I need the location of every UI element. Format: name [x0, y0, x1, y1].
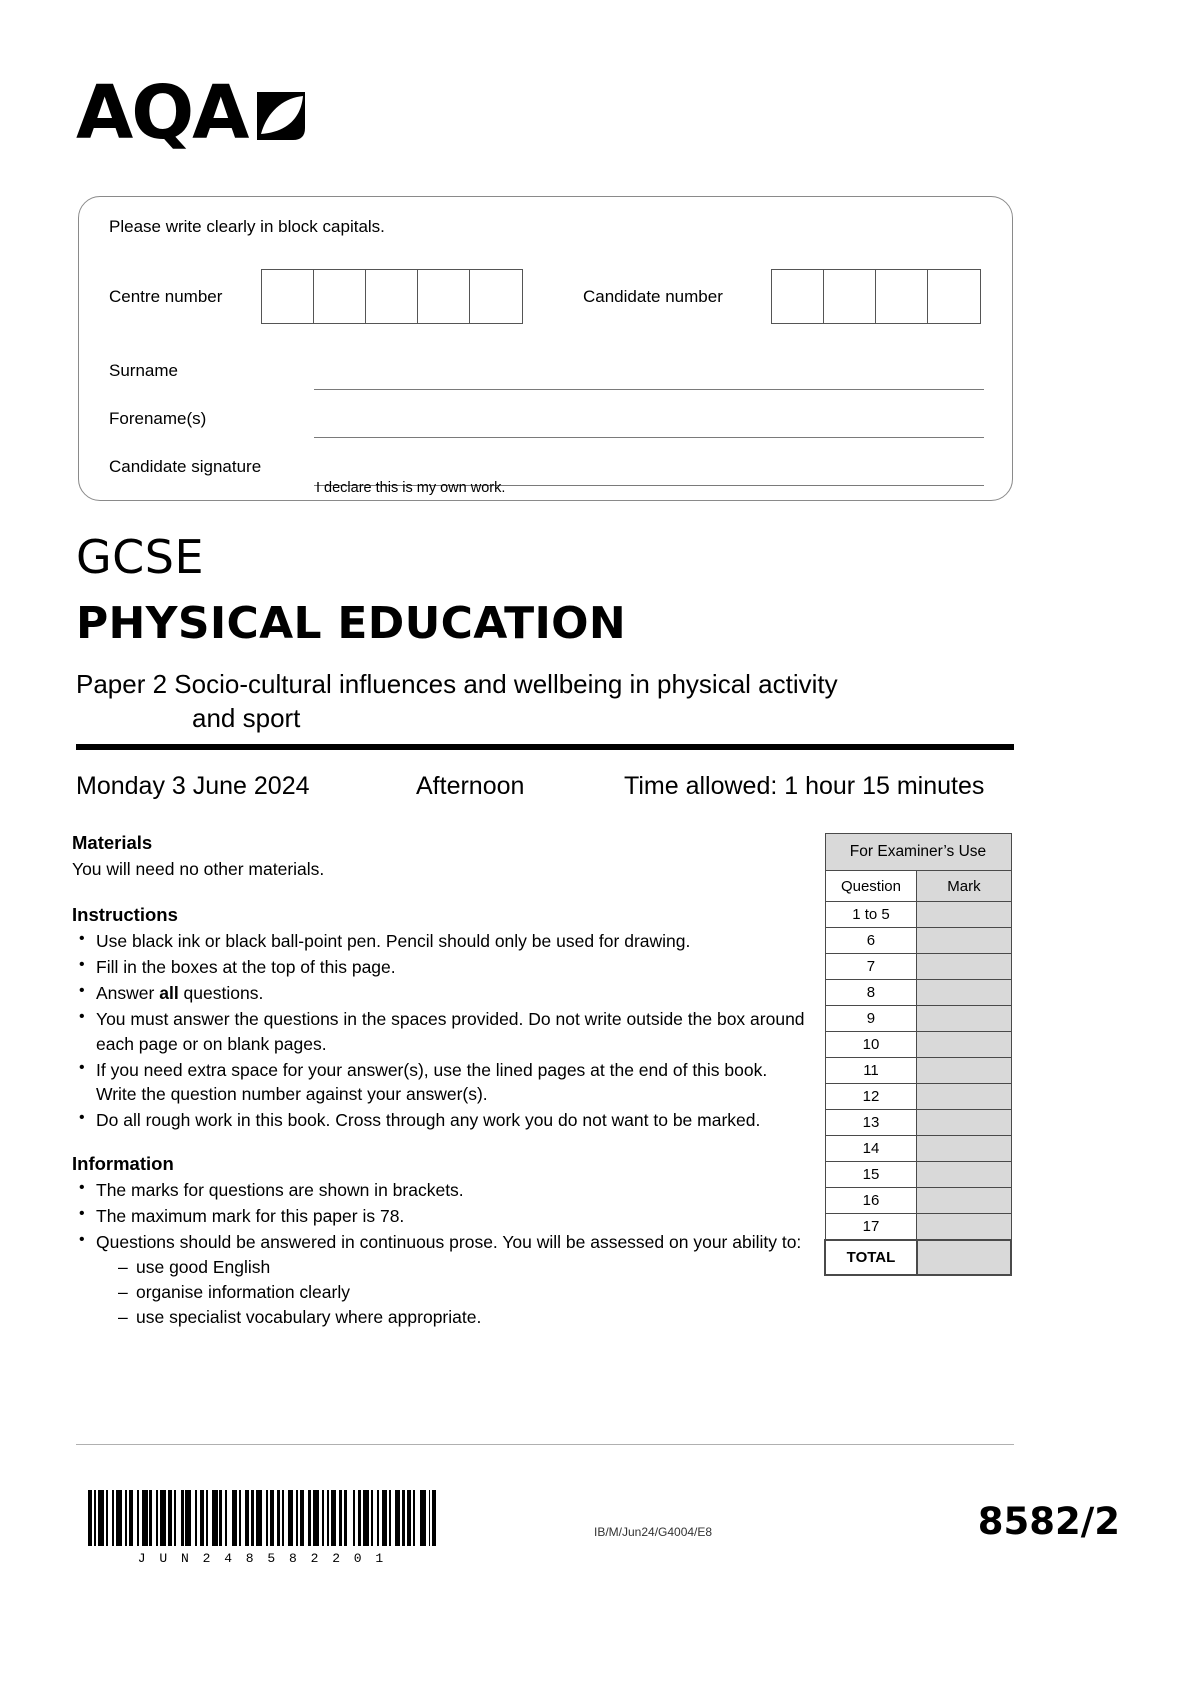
candidate-signature-label: Candidate signature — [109, 457, 262, 476]
list-item — [72, 1230, 812, 1329]
subject-title: PHYSICAL EDUCATION — [76, 598, 626, 649]
column-header-question: Question — [825, 871, 917, 902]
list-item: • Fill in the boxes at the top of this page. — [72, 955, 812, 980]
list-item: • The marks for questions are shown in brackets. — [72, 1178, 812, 1203]
materials-heading: Materials — [72, 832, 153, 853]
information-heading: Information — [72, 1153, 174, 1175]
centre-number-cell[interactable] — [470, 270, 522, 323]
exam-session: Afternoon — [416, 772, 525, 800]
mark-cell[interactable] — [917, 1188, 1011, 1214]
aqa-logo — [76, 70, 309, 156]
surname-row — [79, 353, 1012, 401]
mark-cell[interactable] — [917, 1136, 1011, 1162]
mark-cell[interactable] — [917, 1162, 1011, 1188]
mark-cell[interactable] — [917, 1032, 1011, 1058]
centre-number-cell[interactable] — [418, 270, 470, 323]
table-row — [825, 1006, 1011, 1032]
table-row — [825, 1162, 1011, 1188]
mark-cell[interactable] — [917, 928, 1011, 954]
question-label: 12 — [825, 1084, 917, 1110]
question-label: 1 to 5 — [825, 902, 917, 928]
aqa-leaf-icon — [253, 88, 309, 149]
question-label: 6 — [825, 928, 917, 954]
paper-title-line2: and sport — [192, 702, 301, 733]
surname-input[interactable] — [314, 389, 984, 390]
aqa-wordmark: AQA — [76, 70, 248, 156]
paper-code: 8582/2 — [977, 1500, 1120, 1543]
candidate-number-input[interactable] — [771, 269, 981, 324]
candidate-number-cell[interactable] — [876, 270, 928, 323]
table-row — [825, 954, 1011, 980]
title-divider — [76, 744, 1014, 750]
candidate-number-label: Candidate number — [583, 287, 723, 306]
mark-cell[interactable] — [917, 902, 1011, 928]
centre-number-cell[interactable] — [314, 270, 366, 323]
question-label: 11 — [825, 1058, 917, 1084]
forename-input[interactable] — [314, 437, 984, 438]
question-label: 17 — [825, 1214, 917, 1241]
total-label: TOTAL — [825, 1240, 917, 1275]
sub-list-item: – use specialist vocabulary where appropriate. — [118, 1305, 812, 1330]
question-label: 15 — [825, 1162, 917, 1188]
mark-cell[interactable] — [917, 1214, 1011, 1241]
table-row — [825, 1032, 1011, 1058]
question-label: 14 — [825, 1136, 917, 1162]
paper-title — [76, 668, 996, 736]
candidate-details-box — [78, 196, 1013, 501]
number-row — [79, 269, 1012, 325]
mark-cell[interactable] — [917, 954, 1011, 980]
list-item-text: Questions should be answered in continuous prose. You will be assessed on your ability to: — [96, 1232, 802, 1253]
qualification-title: GCSE — [76, 530, 205, 584]
information-list — [72, 1178, 812, 1329]
table-row — [825, 1214, 1011, 1241]
barcode-text: J U N 2 4 8 5 8 2 2 0 1 — [137, 1551, 387, 1566]
candidate-number-cell[interactable] — [928, 270, 980, 323]
mark-cell[interactable] — [917, 1006, 1011, 1032]
list-item: • The maximum mark for this paper is 78. — [72, 1204, 812, 1229]
list-item: • Do all rough work in this book. Cross through any work you do not want to be marked. — [72, 1108, 812, 1133]
candidate-number-cell[interactable] — [772, 270, 824, 323]
paper-title-line1: Paper 2 Socio-cultural influences and wellbeing in physical activity — [76, 669, 838, 699]
mark-cell[interactable] — [917, 1110, 1011, 1136]
table-row — [825, 980, 1011, 1006]
question-label: 16 — [825, 1188, 917, 1214]
question-label: 8 — [825, 980, 917, 1006]
instructions-column — [72, 830, 812, 1347]
table-row — [825, 902, 1011, 928]
centre-number-label: Centre number — [109, 287, 223, 306]
table-row — [825, 1084, 1011, 1110]
instructions-list — [72, 929, 812, 1133]
table-row — [825, 928, 1011, 954]
table-row — [825, 1110, 1011, 1136]
question-label: 7 — [825, 954, 917, 980]
information-sublist — [96, 1255, 812, 1330]
centre-number-input[interactable] — [261, 269, 523, 324]
list-item: • You must answer the questions in the spaces provided. Do not write outside the box around each page or on blank pages. — [72, 1007, 812, 1057]
surname-label: Surname — [109, 361, 178, 380]
table-row-total — [825, 1240, 1011, 1275]
sub-list-item: – use good English — [118, 1255, 812, 1280]
question-label: 9 — [825, 1006, 917, 1032]
table-row — [825, 1058, 1011, 1084]
table-row — [825, 834, 1011, 871]
declaration-text: I declare this is my own work. — [316, 480, 506, 496]
table-row — [825, 871, 1011, 902]
examiner-table-title: For Examiner’s Use — [825, 834, 1011, 871]
forename-row — [79, 401, 1012, 449]
list-item: • Answer all questions. — [72, 981, 812, 1006]
column-header-mark: Mark — [917, 871, 1011, 902]
block-capitals-note: Please write clearly in block capitals. — [109, 217, 385, 236]
document-reference: IB/M/Jun24/G4004/E8 — [594, 1525, 713, 1539]
question-label: 13 — [825, 1110, 917, 1136]
materials-text: You will need no other materials. — [72, 859, 325, 880]
exam-time-allowed: Time allowed: 1 hour 15 minutes — [624, 772, 985, 800]
footer-divider — [76, 1444, 1014, 1445]
table-row — [825, 1188, 1011, 1214]
sub-list-item: – organise information clearly — [118, 1280, 812, 1305]
question-label: 10 — [825, 1032, 917, 1058]
candidate-number-cell[interactable] — [824, 270, 876, 323]
exam-date: Monday 3 June 2024 — [76, 772, 310, 800]
signature-row — [79, 449, 1012, 497]
examiner-use-table — [824, 833, 1012, 1276]
barcode — [88, 1490, 436, 1546]
centre-number-cell[interactable] — [366, 270, 418, 323]
instructions-heading: Instructions — [72, 904, 178, 926]
forename-label: Forename(s) — [109, 409, 207, 428]
mark-cell[interactable] — [917, 1084, 1011, 1110]
list-item: • Use black ink or black ball-point pen. Pencil should only be used for drawing. — [72, 929, 812, 954]
list-item: • If you need extra space for your answer(s), use the lined pages at the end of this book. Write the question number against your answer(s). — [72, 1058, 812, 1108]
centre-number-cell[interactable] — [262, 270, 314, 323]
total-mark-cell[interactable] — [917, 1240, 1011, 1275]
mark-cell[interactable] — [917, 980, 1011, 1006]
mark-cell[interactable] — [917, 1058, 1011, 1084]
table-row — [825, 1136, 1011, 1162]
